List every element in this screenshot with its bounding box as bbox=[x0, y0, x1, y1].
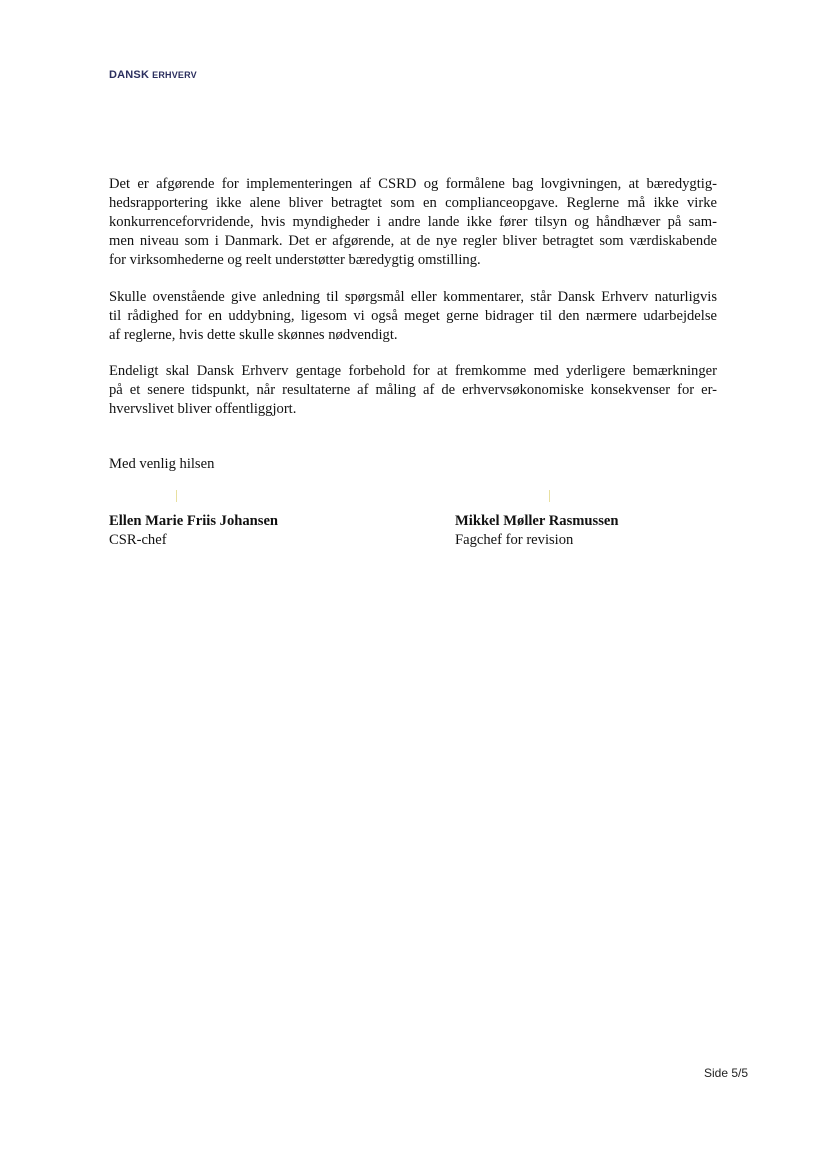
signatory-title: CSR-chef bbox=[109, 532, 167, 548]
signatory-title: Fagchef for revision bbox=[455, 532, 574, 548]
paragraph-line: men niveau som i Danmark. Det er afgørende, at de nye regler bliver betragtet som værdiskabende bbox=[109, 233, 717, 249]
signature-mark-left bbox=[176, 490, 177, 502]
paragraph-line: Skulle ovenstående give anledning til spørgsmål eller kommentarer, står Dansk Erhverv naturligvis bbox=[109, 289, 717, 305]
paragraph-contact-offer bbox=[109, 288, 717, 345]
paragraph-line: hvervslivet bliver offentliggjort. bbox=[109, 401, 297, 417]
paragraph-line: Endeligt skal Dansk Erhverv gentage forbehold for at fremkomme med yderligere bemærkninger bbox=[109, 363, 717, 379]
paragraph-line: hedsrapportering ikke alene bliver betragtet som en complianceopgave. Reglerne må ikke virke bbox=[109, 195, 717, 211]
signatory-name: Ellen Marie Friis Johansen bbox=[109, 513, 279, 529]
paragraph-line: på et senere tidspunkt, når resultaterne af måling af de erhvervsøkonomiske konsekvenser for er- bbox=[109, 382, 717, 398]
dansk-erhverv-logo bbox=[109, 66, 197, 82]
logo-word-dansk: DANSK bbox=[109, 69, 150, 81]
signatory-name: Mikkel Møller Rasmussen bbox=[455, 513, 619, 529]
paragraph-reservation bbox=[109, 362, 717, 419]
page-number: Side 5/5 bbox=[704, 1066, 749, 1080]
paragraph-line: til rådighed for en uddybning, ligesom vi også meget gerne bidrager til den nærmere udarbejdelse bbox=[109, 308, 717, 324]
signatory-block-right bbox=[455, 512, 619, 550]
paragraph-line: for virksomhederne og reelt understøtter bæredygtig omstilling. bbox=[109, 252, 481, 268]
paragraph-line: konkurrenceforvridende, hvis myndigheder i andre lande ikke fører tilsyn og håndhæver på sam- bbox=[109, 214, 717, 230]
paragraph-csrd-importance bbox=[109, 175, 717, 270]
paragraph-line: af reglerne, hvis dette skulle skønnes nødvendigt. bbox=[109, 327, 398, 343]
signature-mark-right bbox=[549, 490, 550, 502]
logo-word-erhverv: ERHVERV bbox=[152, 70, 197, 80]
paragraph-line: Det er afgørende for implementeringen af CSRD og formålene bag lovgivningen, at bæredygtig- bbox=[109, 176, 717, 192]
closing-greeting: Med venlig hilsen bbox=[109, 456, 215, 472]
signatory-block-left bbox=[109, 512, 278, 550]
